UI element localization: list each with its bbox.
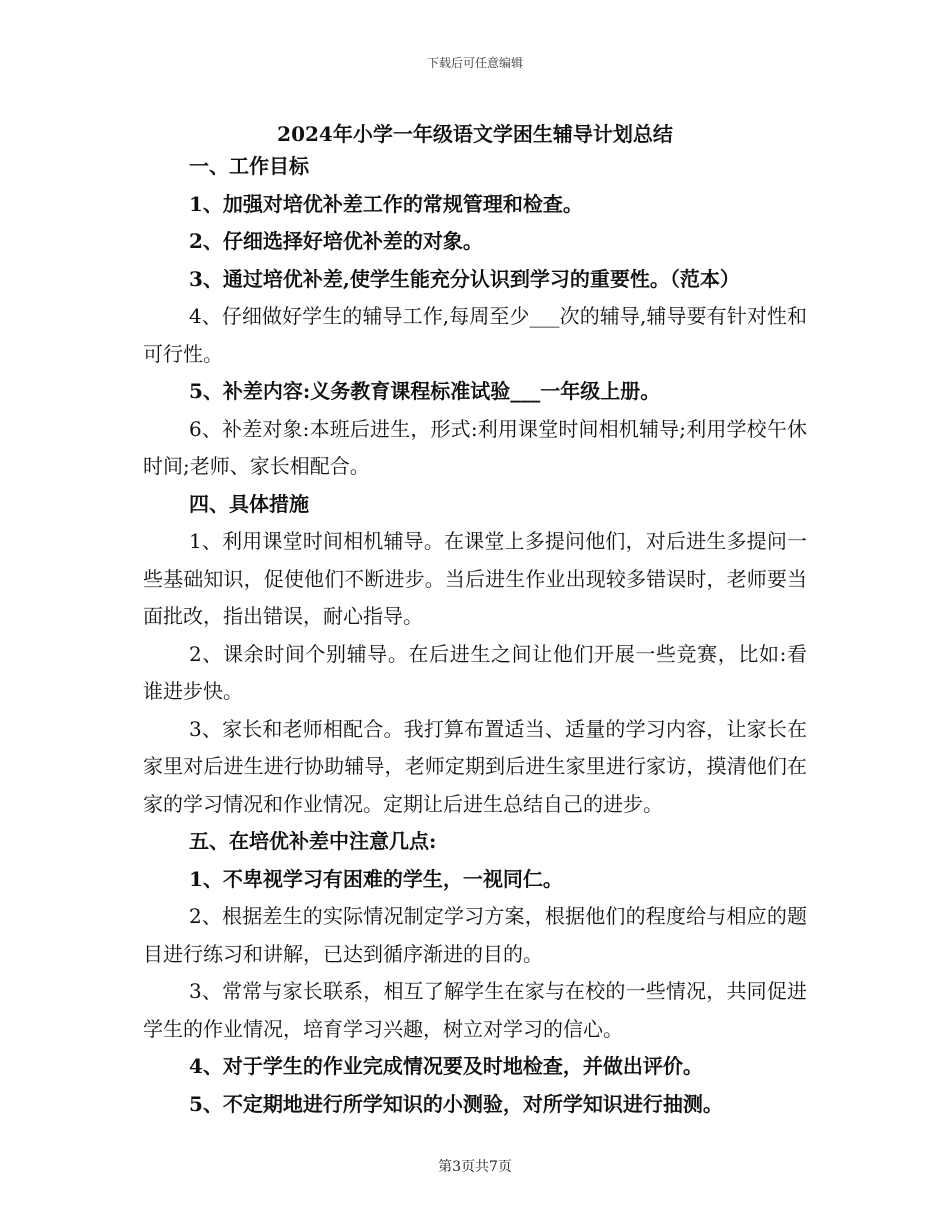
paragraph-4: 3、通过培优补差,使学生能充分认识到学习的重要性。（范本） bbox=[189, 266, 740, 291]
page-footer: 第3页共7页 bbox=[438, 1159, 512, 1175]
header-note: 下载后可任意编辑 bbox=[426, 56, 523, 70]
paragraph-6: 5、补差内容:义务教育课程标准试验___一年级上册。 bbox=[189, 379, 661, 403]
paragraph-7: 6、补差对象:本班后进生，形式:利用课堂时间相机辅导;利用学校午休时间;老师、家长相配合。 bbox=[143, 416, 807, 478]
paragraph-17: 5、不定期地进行所学知识的小测验，对所学知识进行抽测。 bbox=[189, 1091, 723, 1116]
paragraph-14: 2、根据差生的实际情况制定学习方案，根据他们的程度给与相应的题目进行练习和讲解，已达到循序渐进的目的。 bbox=[143, 904, 807, 966]
paragraph-2: 1、加强对培优补差工作的常规管理和检查。 bbox=[189, 191, 583, 216]
paragraph-1: 一、工作目标 bbox=[189, 154, 309, 178]
paragraph-5: 4、仔细做好学生的辅导工作,每周至少___次的辅导,辅导要有针对性和可行性。 bbox=[143, 304, 807, 366]
paragraph-3: 2、仔细选择好培优补差的对象。 bbox=[189, 229, 483, 253]
paragraph-9: 1、利用课堂时间相机辅导。在课堂上多提问他们，对后进生多提问一些基础知识，促使他们不断进步。当后进生作业出现较多错误时，老师要当面批改，指出错误，耐心指导。 bbox=[143, 529, 807, 628]
paragraph-11: 3、家长和老师相配合。我打算布置适当、适量的学习内容，让家长在家里对后进生进行协助辅导，老师定期到后进生家里进行家访，摸清他们在家的学习情况和作业情况。定期让后进生总结自己的进步。 bbox=[143, 716, 807, 816]
document-body bbox=[143, 148, 807, 1123]
document-title: 2024年小学一年级语文学困生辅导计划总结 bbox=[277, 122, 673, 146]
paragraph-12: 五、在培优补差中注意几点: bbox=[189, 829, 437, 853]
paragraph-8: 四、具体措施 bbox=[189, 491, 309, 516]
paragraph-10: 2、课余时间个别辅导。在后进生之间让他们开展一些竞赛，比如:看谁进步快。 bbox=[143, 641, 807, 703]
paragraph-15: 3、常常与家长联系，相互了解学生在家与在校的一些情况，共同促进学生的作业情况，培育学习兴趣，树立对学习的信心。 bbox=[143, 979, 807, 1041]
paragraph-13: 1、不卑视学习有困难的学生，一视同仁。 bbox=[189, 866, 563, 891]
paragraph-16: 4、对于学生的作业完成情况要及时地检查，并做出评价。 bbox=[189, 1054, 703, 1078]
